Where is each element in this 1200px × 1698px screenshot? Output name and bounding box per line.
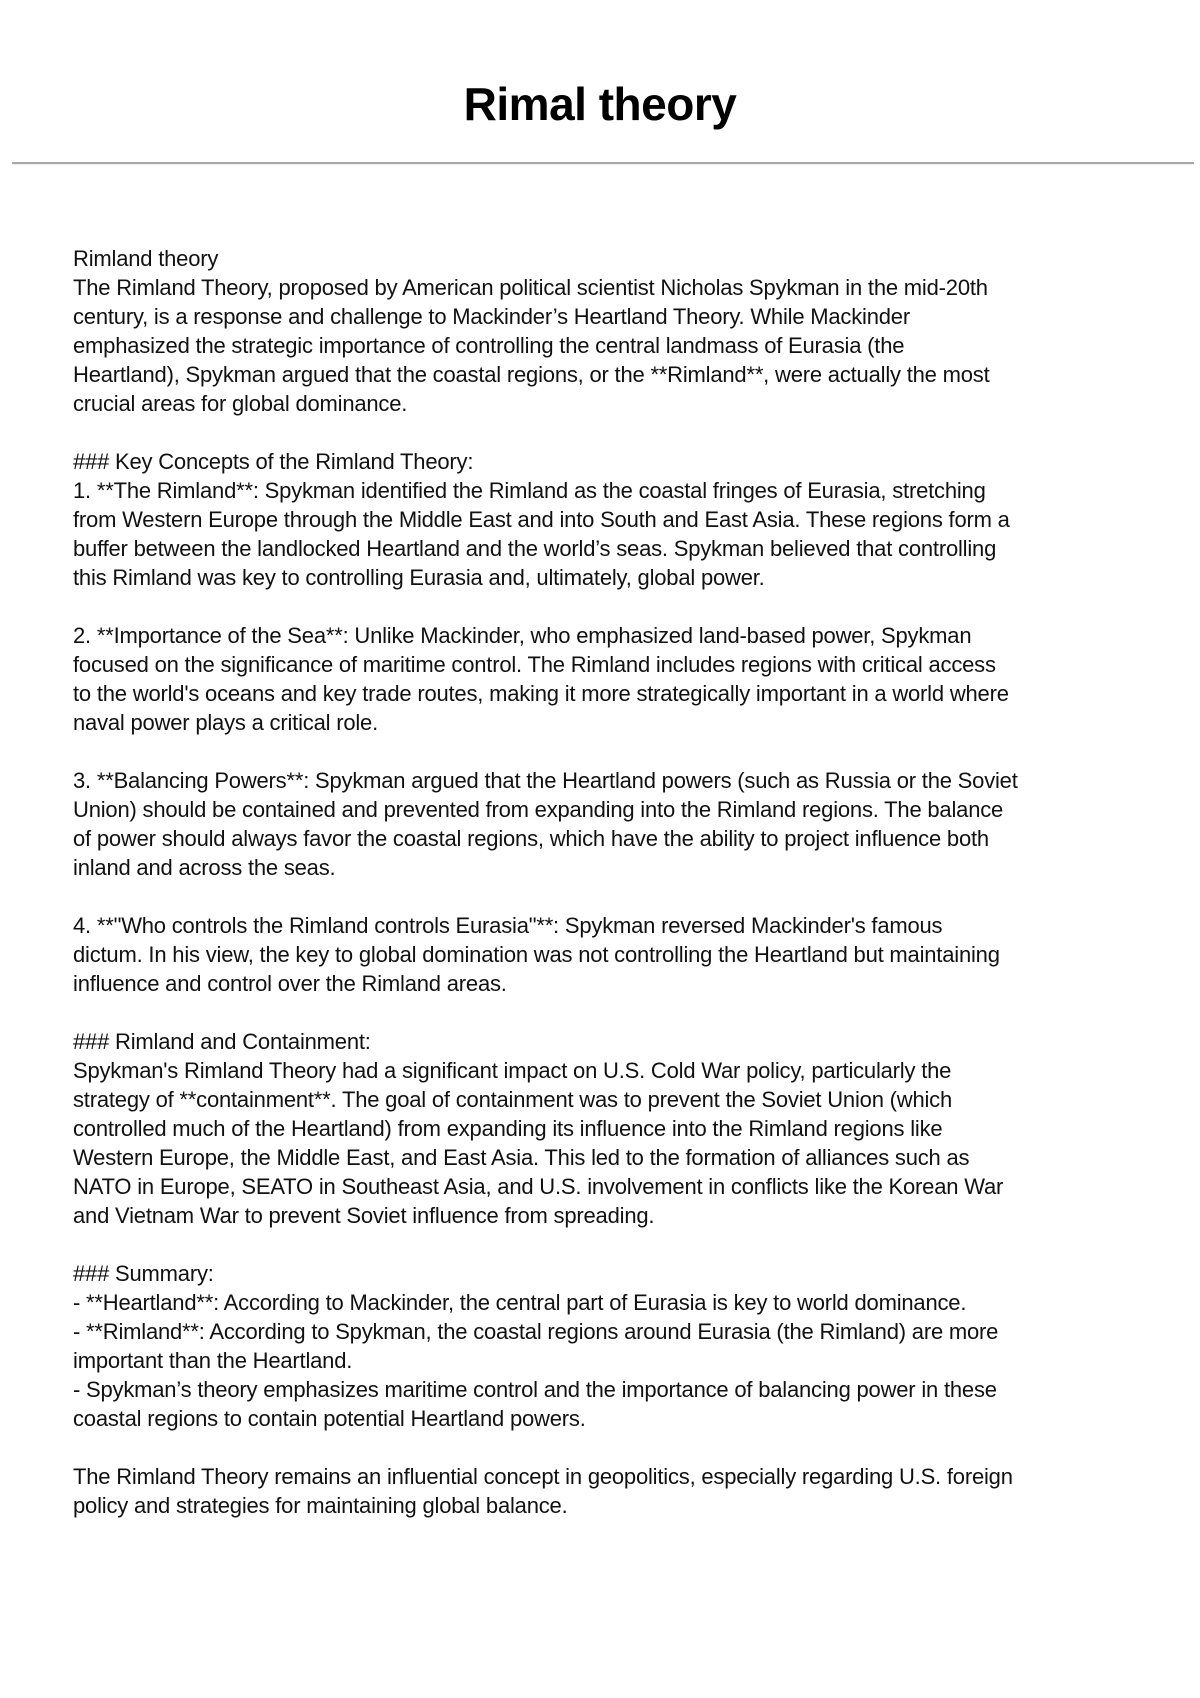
text-line: 2. **Importance of the Sea**: Unlike Mackinder, who emphasized land-based power, Spykman xyxy=(73,623,972,648)
text-line: The Rimland Theory remains an influential concept in geopolitics, especially regarding U.S. foreign xyxy=(73,1464,1013,1489)
text-line: 4. **"Who controls the Rimland controls Eurasia"**: Spykman reversed Mackinder's famous xyxy=(73,913,943,938)
text-line: 3. **Balancing Powers**: Spykman argued that the Heartland powers (such as Russia or the Soviet xyxy=(73,768,1018,793)
paragraph-spacer xyxy=(73,592,1143,621)
paragraph-spacer xyxy=(73,882,1143,911)
text-line: Union) should be contained and prevented from expanding into the Rimland regions. The balance xyxy=(73,797,1004,822)
text-line: The Rimland Theory, proposed by American political scientist Nicholas Spykman in the mid-20th xyxy=(73,275,988,300)
text-line: crucial areas for global dominance. xyxy=(73,391,408,416)
text-line: Heartland), Spykman argued that the coastal regions, or the **Rimland**, were actually the most xyxy=(73,362,990,387)
text-line: Spykman's Rimland Theory had a significant impact on U.S. Cold War policy, particularly the xyxy=(73,1058,952,1083)
text-line: to the world's oceans and key trade routes, making it more strategically important in a world where xyxy=(73,681,1009,706)
document-title: Rimal theory xyxy=(463,78,737,130)
title-divider xyxy=(12,162,1194,164)
text-line: naval power plays a critical role. xyxy=(73,710,379,735)
text-line: ### Summary: xyxy=(73,1261,214,1286)
document-body xyxy=(73,244,1143,1520)
paragraph-spacer xyxy=(73,1230,1143,1259)
text-line: of power should always favor the coastal regions, which have the ability to project influence both xyxy=(73,826,989,851)
paragraph-spacer xyxy=(73,998,1143,1027)
text-line: strategy of **containment**. The goal of containment was to prevent the Soviet Union (which xyxy=(73,1087,953,1112)
text-line: NATO in Europe, SEATO in Southeast Asia, and U.S. involvement in conflicts like the Korean War xyxy=(73,1174,1004,1199)
text-line: ### Rimland and Containment: xyxy=(73,1029,371,1054)
text-line: controlled much of the Heartland) from expanding its influence into the Rimland regions like xyxy=(73,1116,943,1141)
text-line: important than the Heartland. xyxy=(73,1348,353,1373)
text-line: influence and control over the Rimland areas. xyxy=(73,971,507,996)
text-line: dictum. In his view, the key to global domination was not controlling the Heartland but maintaining xyxy=(73,942,1000,967)
text-line: coastal regions to contain potential Heartland powers. xyxy=(73,1406,586,1431)
text-line: focused on the significance of maritime control. The Rimland includes regions with critical access xyxy=(73,652,996,677)
text-line: - **Rimland**: According to Spykman, the coastal regions around Eurasia (the Rimland) are more xyxy=(73,1319,999,1344)
paragraph-spacer xyxy=(73,418,1143,447)
text-line: this Rimland was key to controlling Eurasia and, ultimately, global power. xyxy=(73,565,765,590)
text-line: - **Heartland**: According to Mackinder, the central part of Eurasia is key to world dominance. xyxy=(73,1290,967,1315)
text-line: century, is a response and challenge to Mackinder’s Heartland Theory. While Mackinder xyxy=(73,304,910,329)
text-line: ### Key Concepts of the Rimland Theory: xyxy=(73,449,474,474)
text-line: from Western Europe through the Middle East and into South and East Asia. These regions form a xyxy=(73,507,1010,532)
text-line: buffer between the landlocked Heartland and the world’s seas. Spykman believed that controlling xyxy=(73,536,997,561)
text-line: - Spykman’s theory emphasizes maritime control and the importance of balancing power in these xyxy=(73,1377,997,1402)
text-line: and Vietnam War to prevent Soviet influence from spreading. xyxy=(73,1203,655,1228)
text-line: emphasized the strategic importance of controlling the central landmass of Eurasia (the xyxy=(73,333,905,358)
text-line: Western Europe, the Middle East, and East Asia. This led to the formation of alliances such as xyxy=(73,1145,970,1170)
text-line: policy and strategies for maintaining global balance. xyxy=(73,1493,568,1518)
paragraph-spacer xyxy=(73,737,1143,766)
text-line: inland and across the seas. xyxy=(73,855,336,880)
paragraph-spacer xyxy=(73,1433,1143,1462)
text-line: 1. **The Rimland**: Spykman identified the Rimland as the coastal fringes of Eurasia, stretching xyxy=(73,478,986,503)
text-line: Rimland theory xyxy=(73,246,219,271)
